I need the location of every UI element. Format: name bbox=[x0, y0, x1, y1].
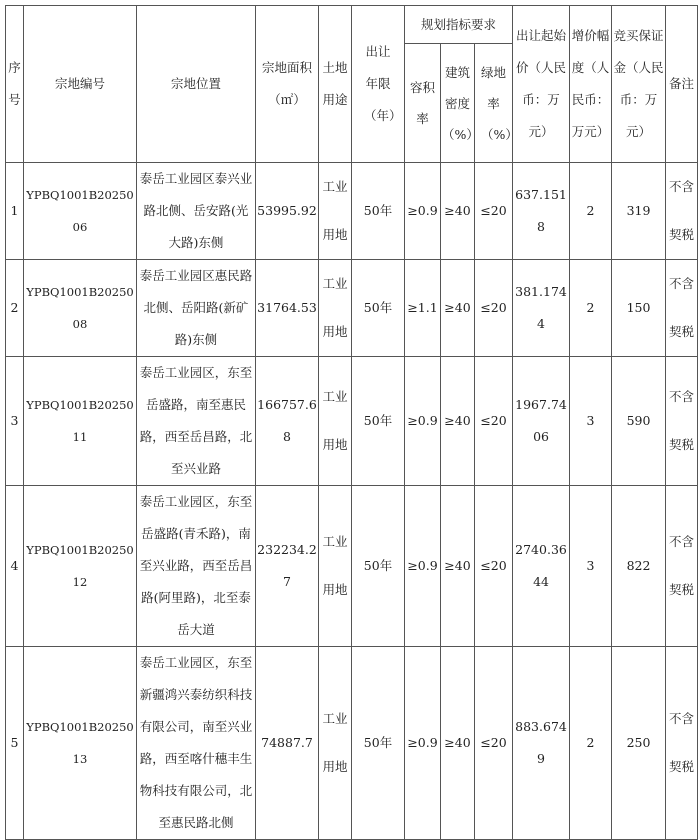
cell-note: 不含契税 bbox=[666, 357, 698, 486]
cell-area: 31764.53 bbox=[256, 260, 319, 357]
cell-note: 不含契税 bbox=[666, 647, 698, 840]
cell-increment: 2 bbox=[570, 647, 612, 840]
cell-location: 泰岳工业园区，东至新疆鸿兴泰纺织科技有限公司，南至兴业路，西至喀什穗丰生物科技有限公司，北至惠民路北侧 bbox=[137, 647, 256, 840]
header-note: 备注 bbox=[666, 6, 698, 163]
cell-term: 50年 bbox=[352, 357, 405, 486]
cell-density: ≥40 bbox=[441, 357, 475, 486]
cell-green: ≤20 bbox=[475, 260, 513, 357]
header-far: 容积率 bbox=[405, 44, 441, 163]
cell-far: ≥0.9 bbox=[405, 486, 441, 647]
cell-term: 50年 bbox=[352, 163, 405, 260]
header-density: 建筑密度（%） bbox=[441, 44, 475, 163]
header-term: 出让年限（年） bbox=[352, 6, 405, 163]
cell-price: 883.6749 bbox=[513, 647, 570, 840]
land-parcel-table bbox=[5, 5, 698, 840]
cell-use: 工业用地 bbox=[319, 260, 352, 357]
cell-code: YPBQ1001B2025013 bbox=[24, 647, 137, 840]
cell-location: 泰岳工业园区，东至岳盛路，南至惠民路，西至岳昌路，北至兴业路 bbox=[137, 357, 256, 486]
cell-far: ≥1.1 bbox=[405, 260, 441, 357]
cell-density: ≥40 bbox=[441, 647, 475, 840]
header-increment: 增价幅度（人民币：万元） bbox=[570, 6, 612, 163]
table-row bbox=[6, 357, 698, 486]
cell-green: ≤20 bbox=[475, 163, 513, 260]
cell-term: 50年 bbox=[352, 260, 405, 357]
header-planning: 规划指标要求 bbox=[405, 6, 513, 44]
header-price: 出让起始价（人民币：万元） bbox=[513, 6, 570, 163]
cell-density: ≥40 bbox=[441, 486, 475, 647]
cell-increment: 2 bbox=[570, 260, 612, 357]
header-location: 宗地位置 bbox=[137, 6, 256, 163]
cell-density: ≥40 bbox=[441, 163, 475, 260]
cell-use: 工业用地 bbox=[319, 647, 352, 840]
cell-deposit: 319 bbox=[612, 163, 666, 260]
header-row bbox=[6, 6, 698, 44]
cell-note: 不含契税 bbox=[666, 163, 698, 260]
table-row bbox=[6, 163, 698, 260]
cell-green: ≤20 bbox=[475, 647, 513, 840]
cell-far: ≥0.9 bbox=[405, 357, 441, 486]
cell-far: ≥0.9 bbox=[405, 647, 441, 840]
cell-seq: 4 bbox=[6, 486, 24, 647]
cell-green: ≤20 bbox=[475, 357, 513, 486]
cell-use: 工业用地 bbox=[319, 486, 352, 647]
cell-area: 53995.92 bbox=[256, 163, 319, 260]
table-row bbox=[6, 486, 698, 647]
cell-seq: 2 bbox=[6, 260, 24, 357]
cell-code: YPBQ1001B2025012 bbox=[24, 486, 137, 647]
cell-increment: 3 bbox=[570, 486, 612, 647]
cell-code: YPBQ1001B2025006 bbox=[24, 163, 137, 260]
cell-increment: 3 bbox=[570, 357, 612, 486]
header-green: 绿地率（%） bbox=[475, 44, 513, 163]
cell-area: 232234.27 bbox=[256, 486, 319, 647]
cell-area: 166757.68 bbox=[256, 357, 319, 486]
cell-location: 泰岳工业园区惠民路北侧、岳阳路(新矿路)东侧 bbox=[137, 260, 256, 357]
cell-deposit: 250 bbox=[612, 647, 666, 840]
cell-area: 74887.7 bbox=[256, 647, 319, 840]
header-area: 宗地面积（㎡） bbox=[256, 6, 319, 163]
table-row bbox=[6, 260, 698, 357]
cell-price: 637.1518 bbox=[513, 163, 570, 260]
cell-price: 2740.3644 bbox=[513, 486, 570, 647]
cell-far: ≥0.9 bbox=[405, 163, 441, 260]
table-row bbox=[6, 647, 698, 840]
cell-seq: 1 bbox=[6, 163, 24, 260]
cell-increment: 2 bbox=[570, 163, 612, 260]
cell-note: 不含契税 bbox=[666, 486, 698, 647]
cell-deposit: 150 bbox=[612, 260, 666, 357]
cell-seq: 5 bbox=[6, 647, 24, 840]
cell-use: 工业用地 bbox=[319, 163, 352, 260]
header-code: 宗地编号 bbox=[24, 6, 137, 163]
cell-deposit: 590 bbox=[612, 357, 666, 486]
cell-price: 1967.7406 bbox=[513, 357, 570, 486]
cell-term: 50年 bbox=[352, 647, 405, 840]
cell-location: 泰岳工业园区泰兴业路北侧、岳安路(光大路)东侧 bbox=[137, 163, 256, 260]
cell-seq: 3 bbox=[6, 357, 24, 486]
cell-density: ≥40 bbox=[441, 260, 475, 357]
cell-deposit: 822 bbox=[612, 486, 666, 647]
header-deposit: 竞买保证金（人民币：万元） bbox=[612, 6, 666, 163]
cell-code: YPBQ1001B2025011 bbox=[24, 357, 137, 486]
cell-location: 泰岳工业园区，东至岳盛路(青禾路)，南至兴业路，西至岳昌路(阿里路)，北至泰岳大道 bbox=[137, 486, 256, 647]
cell-use: 工业用地 bbox=[319, 357, 352, 486]
header-use: 土地用途 bbox=[319, 6, 352, 163]
header-seq: 序号 bbox=[6, 6, 24, 163]
cell-term: 50年 bbox=[352, 486, 405, 647]
cell-code: YPBQ1001B2025008 bbox=[24, 260, 137, 357]
cell-price: 381.1744 bbox=[513, 260, 570, 357]
cell-note: 不含契税 bbox=[666, 260, 698, 357]
cell-green: ≤20 bbox=[475, 486, 513, 647]
